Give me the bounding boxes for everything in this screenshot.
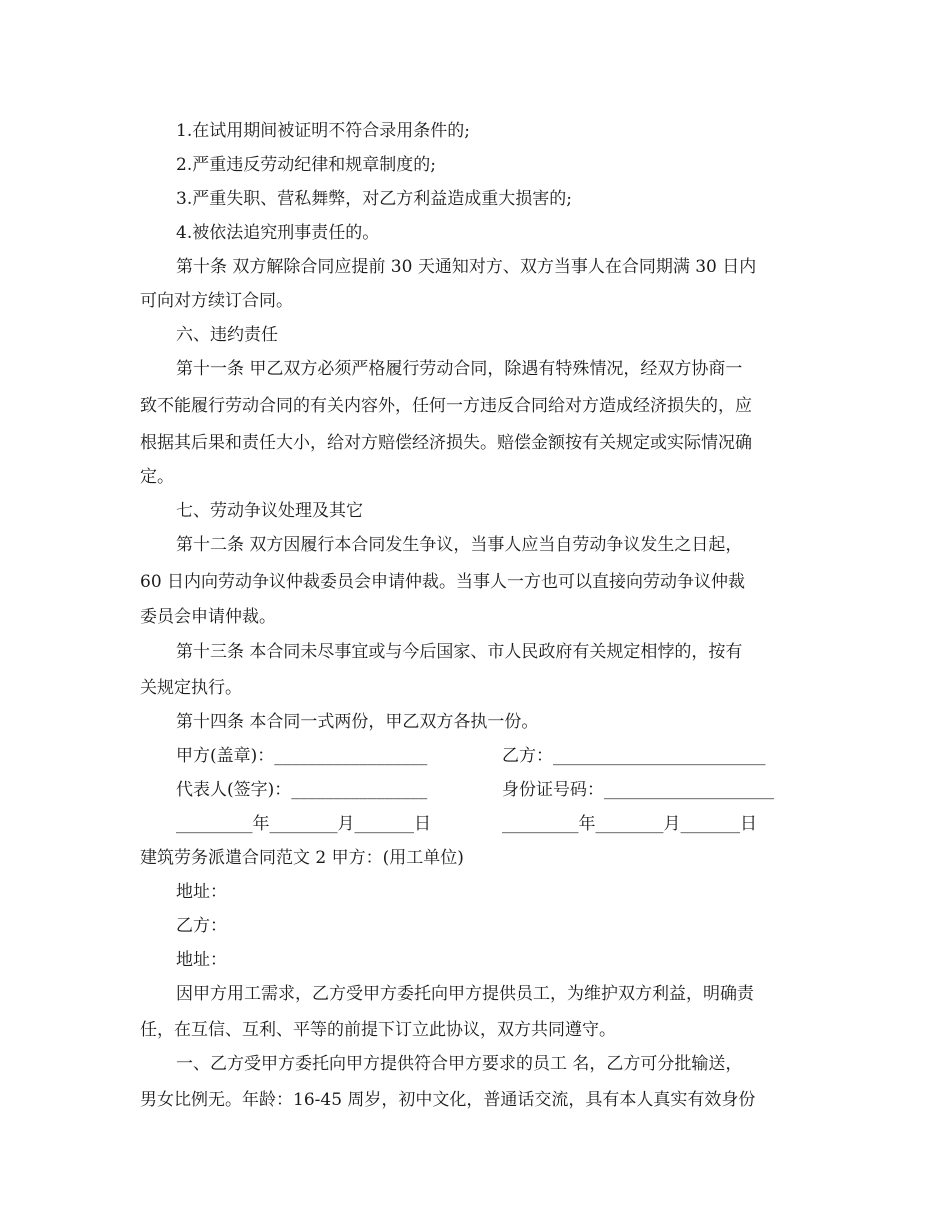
- clause-item-4: 4.被依法追究刑事责任的。: [176, 223, 380, 243]
- clause-item-1: 1.在试用期间被证明不符合录用条件的;: [176, 121, 470, 141]
- article-11-cont-3: 定。: [140, 467, 174, 487]
- address-b-label: 地址：: [176, 950, 227, 970]
- article-14: 第十四条 本合同一式两份，甲乙双方各执一份。: [176, 712, 539, 732]
- party-b-label: 乙方：: [176, 916, 227, 936]
- article-12-cont-1: 60 日内向劳动争议仲裁委员会申请仲裁。当事人一方也可以直接向劳动争议仲裁: [140, 572, 746, 592]
- date-line-b: _________年________月_______日: [502, 814, 757, 834]
- article-10-cont: 可向对方续订合同。: [140, 291, 293, 311]
- article-11-cont-2: 根据其后果和责任大小，给对方赔偿经济损失。赔偿金额按有关规定或实际情况确: [140, 433, 752, 453]
- clause-one: 一、乙方受甲方委托向甲方提供符合甲方要求的员工 名，乙方可分批输送，: [176, 1054, 743, 1074]
- article-11: 第十一条 甲乙双方必须严格履行劳动合同，除遇有特殊情况，经双方协商一: [176, 359, 743, 379]
- article-13: 第十三条 本合同未尽事宜或与今后国家、市人民政府有关规定相悖的，按有: [176, 642, 743, 662]
- clause-item-2: 2.严重违反劳动纪律和规章制度的;: [176, 155, 436, 175]
- party-b-line: 乙方：_________________________: [502, 746, 766, 766]
- article-12: 第十二条 双方因履行本合同发生争议，当事人应当自劳动争议发生之日起，: [176, 535, 743, 555]
- section-heading-6: 六、违约责任: [176, 325, 278, 345]
- article-11-cont-1: 致不能履行劳动合同的有关内容外，任何一方违反合同给对方造成经济损失的，应: [140, 396, 752, 416]
- clause-item-3: 3.严重失职、营私舞弊，对乙方利益造成重大损害的;: [176, 189, 572, 209]
- preamble: 因甲方用工需求，乙方受甲方委托向甲方提供员工，为维护双方利益，明确责: [176, 984, 754, 1004]
- article-10: 第十条 双方解除合同应提前 30 天通知对方、双方当事人在合同期满 30 日内: [176, 257, 757, 277]
- article-13-cont: 关规定执行。: [140, 678, 242, 698]
- representative-line: 代表人(签字)：________________: [176, 780, 428, 800]
- clause-one-cont: 男女比例无。年龄：16-45 周岁，初中文化，普通话交流，具有本人真实有效身份: [140, 1090, 756, 1110]
- address-a-label: 地址：: [176, 882, 227, 902]
- date-line-a: _________年________月_______日: [176, 814, 431, 834]
- section-heading-7: 七、劳动争议处理及其它: [176, 501, 363, 521]
- party-a-seal-line: 甲方(盖章)：__________________: [176, 746, 428, 766]
- contract-2-title: 建筑劳务派遣合同范文 2 甲方：(用工单位): [140, 848, 464, 868]
- id-number-line: 身份证号码：____________________: [502, 780, 774, 800]
- preamble-cont: 任，在互信、互利、平等的前提下订立此协议，双方共同遵守。: [140, 1020, 616, 1040]
- article-12-cont-2: 委员会申请仲裁。: [140, 607, 276, 627]
